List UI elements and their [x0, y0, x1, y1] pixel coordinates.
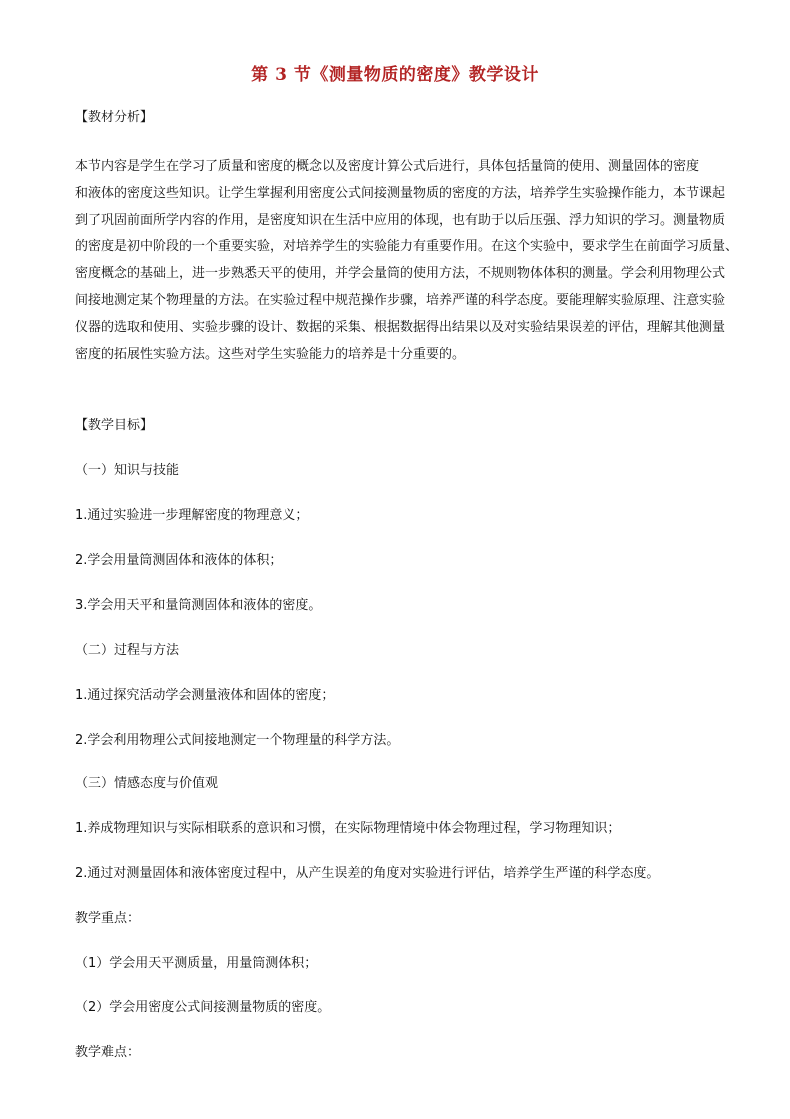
section-heading-goals: 【教学目标】: [75, 418, 154, 433]
goal-item: 1.通过实验进一步理解密度的物理意义；: [75, 508, 309, 523]
paragraph-line: 仪器的选取和使用、实验步骤的设计、数据的采集、根据数据得出结果以及对实验结果误差的评估，理解其他测量: [75, 319, 726, 335]
key-point-item: （1）学会用天平测质量，用量筒测体积；: [75, 956, 318, 971]
goal-item: 3.学会用天平和量筒测固体和液体的密度。: [75, 598, 322, 613]
analysis-paragraph: [75, 154, 775, 368]
key-points-heading: 教学重点：: [75, 911, 141, 926]
paragraph-line: 间接地测定某个物理量的方法。在实验过程中规范操作步骤，培养严谨的科学态度。要能理解实验原理、注意实验: [75, 292, 726, 308]
paragraph-line: 到了巩固前面所学内容的作用，是密度知识在生活中应用的体现，也有助于以后压强、浮力知识的学习。测量物质: [75, 212, 726, 228]
paragraph-line: 密度的拓展性实验方法。这些对学生实验能力的培养是十分重要的。: [75, 346, 466, 362]
paragraph-line: 的密度是初中阶段的一个重要实验，对培养学生的实验能力有重要作用。在这个实验中，要求学生在前面学习质量、: [75, 239, 739, 255]
difficult-points-heading: 教学难点：: [75, 1045, 141, 1060]
section-heading-analysis: 【教材分析】: [75, 110, 154, 125]
goal-item: 1.通过探究活动学会测量液体和固体的密度；: [75, 688, 335, 703]
key-point-item: （2）学会用密度公式间接测量物质的密度。: [75, 1000, 331, 1015]
paragraph-line: 密度概念的基础上，进一步熟悉天平的使用，并学会量筒的使用方法，不规则物体体积的测量。学会利用物理公式: [75, 266, 726, 282]
goal-item: 2.通过对测量固体和液体密度过程中，从产生误差的角度对实验进行评估，培养学生严谨的科学态度。: [75, 866, 660, 881]
paragraph-line: 本节内容是学生在学习了质量和密度的概念以及密度计算公式后进行，具体包括量筒的使用、测量固体的密度: [75, 159, 700, 174]
goal-item: 2.学会利用物理公式间接地测定一个物理量的科学方法。: [75, 733, 400, 748]
goal-heading-attitude: （三）情感态度与价值观: [75, 776, 219, 791]
paragraph-line: 和液体的密度这些知识。让学生掌握利用密度公式间接测量物质的密度的方法，培养学生实验操作能力，本节课起: [75, 185, 726, 201]
goal-item: 2.学会用量筒测固体和液体的体积；: [75, 553, 283, 568]
goal-item: 1.养成物理知识与实际相联系的意识和习惯，在实际物理情境中体会物理过程，学习物理知识；: [75, 821, 621, 836]
document-title: 第 3 节《测量物质的密度》教学设计: [251, 65, 539, 85]
goal-heading-process: （二）过程与方法: [75, 643, 180, 658]
goal-heading-knowledge: （一）知识与技能: [75, 463, 180, 478]
